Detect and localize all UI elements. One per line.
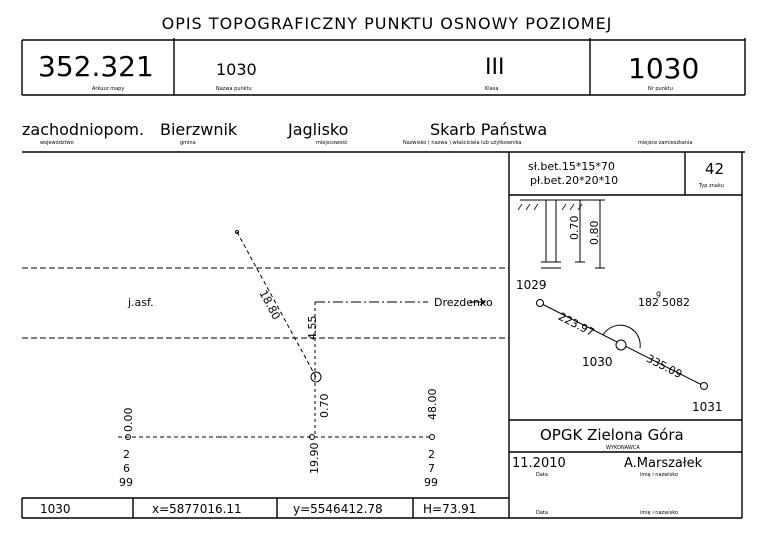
date-label-2: Data [536, 510, 548, 516]
marker-type-label: Typ znaku [699, 183, 724, 189]
date-value: 11.2010 [512, 456, 566, 471]
footer-x: x=5877016.11 [152, 502, 242, 516]
nr-value: 1030 [628, 52, 700, 85]
right-km-1: 2 [428, 448, 435, 461]
neighbor-1030: 1030 [582, 355, 613, 369]
person-label: imię i nazwisko [640, 472, 679, 478]
distance-d2: 4.55 [306, 315, 319, 340]
date-label: Data [536, 472, 548, 478]
footer-h: H=73.91 [423, 502, 477, 516]
arkusz-label: Arkusz mapy [92, 86, 125, 92]
road-label: j.asf. [128, 296, 154, 309]
footer-point: 1030 [40, 502, 71, 516]
marker-dim-1: 0.70 [568, 215, 581, 240]
klasa-label: Klasa [485, 86, 499, 92]
neighbor-1031: 1031 [692, 400, 723, 414]
footer-y: y=5546412.78 [293, 502, 383, 516]
distance-d4: 19.90 [308, 442, 321, 474]
nazwa-label: Nazwa punktu [216, 86, 252, 92]
distance-d3: 0.70 [318, 393, 331, 418]
neighbor-dist-1: 223.97 [556, 310, 597, 340]
right-offset: 48.00 [426, 388, 439, 420]
marker-dim-2: 0.80 [588, 220, 601, 245]
gmina-value: Bierzwnik [160, 120, 238, 139]
marker-spec-2: pł.bet.20*20*10 [530, 174, 619, 187]
person-value: A.Marszałek [624, 456, 703, 471]
company-label: WYKONAWCA [606, 445, 640, 451]
arkusz-value: 352.321 [38, 50, 154, 83]
zamieszkanie-label: miejsce zamieszkania [638, 140, 693, 146]
wojewodztwo-value: zachodniopom. [22, 120, 145, 139]
wojewodztwo-label: województwo [40, 140, 74, 146]
left-km-3: 99 [119, 476, 133, 489]
nazwa-value: 1030 [216, 60, 257, 79]
marker-spec-1: sł.bet.15*15*70 [528, 160, 615, 173]
left-km-2: 6 [123, 462, 130, 475]
direction-label: Drezdenko [434, 296, 493, 309]
distance-d1: 18.80 [256, 288, 283, 322]
wlasciciel-label: Nazwisko ( nazwa ) właściciela lub użytkownika [403, 140, 522, 146]
left-offset: 0.00 [122, 407, 135, 432]
neighbor-dist-2: 335.09 [644, 352, 685, 382]
page-title: OPIS TOPOGRAFICZNY PUNKTU OSNOWY POZIOMEJ [161, 14, 613, 33]
left-km-1: 2 [123, 448, 130, 461]
klasa-value: III [485, 55, 505, 80]
angle-sec: 5082 [662, 296, 690, 309]
angle-min: g [656, 289, 662, 298]
marker-type-value: 42 [705, 160, 725, 178]
miejscowosc-value: Jaglisko [288, 120, 349, 139]
angle-deg: 182 [638, 296, 659, 309]
nr-label: Nr punktu [648, 86, 673, 92]
person-label-2: imię i nazwisko [640, 510, 679, 516]
neighbor-1029: 1029 [516, 278, 547, 292]
company-name: OPGK Zielona Góra [540, 426, 684, 444]
right-km-2: 7 [428, 462, 435, 475]
right-km-3: 99 [424, 476, 438, 489]
wlasciciel-value: Skarb Państwa [430, 120, 548, 139]
miejscowosc-label: miejscowość [316, 140, 348, 146]
gmina-label: gmina [180, 140, 196, 146]
